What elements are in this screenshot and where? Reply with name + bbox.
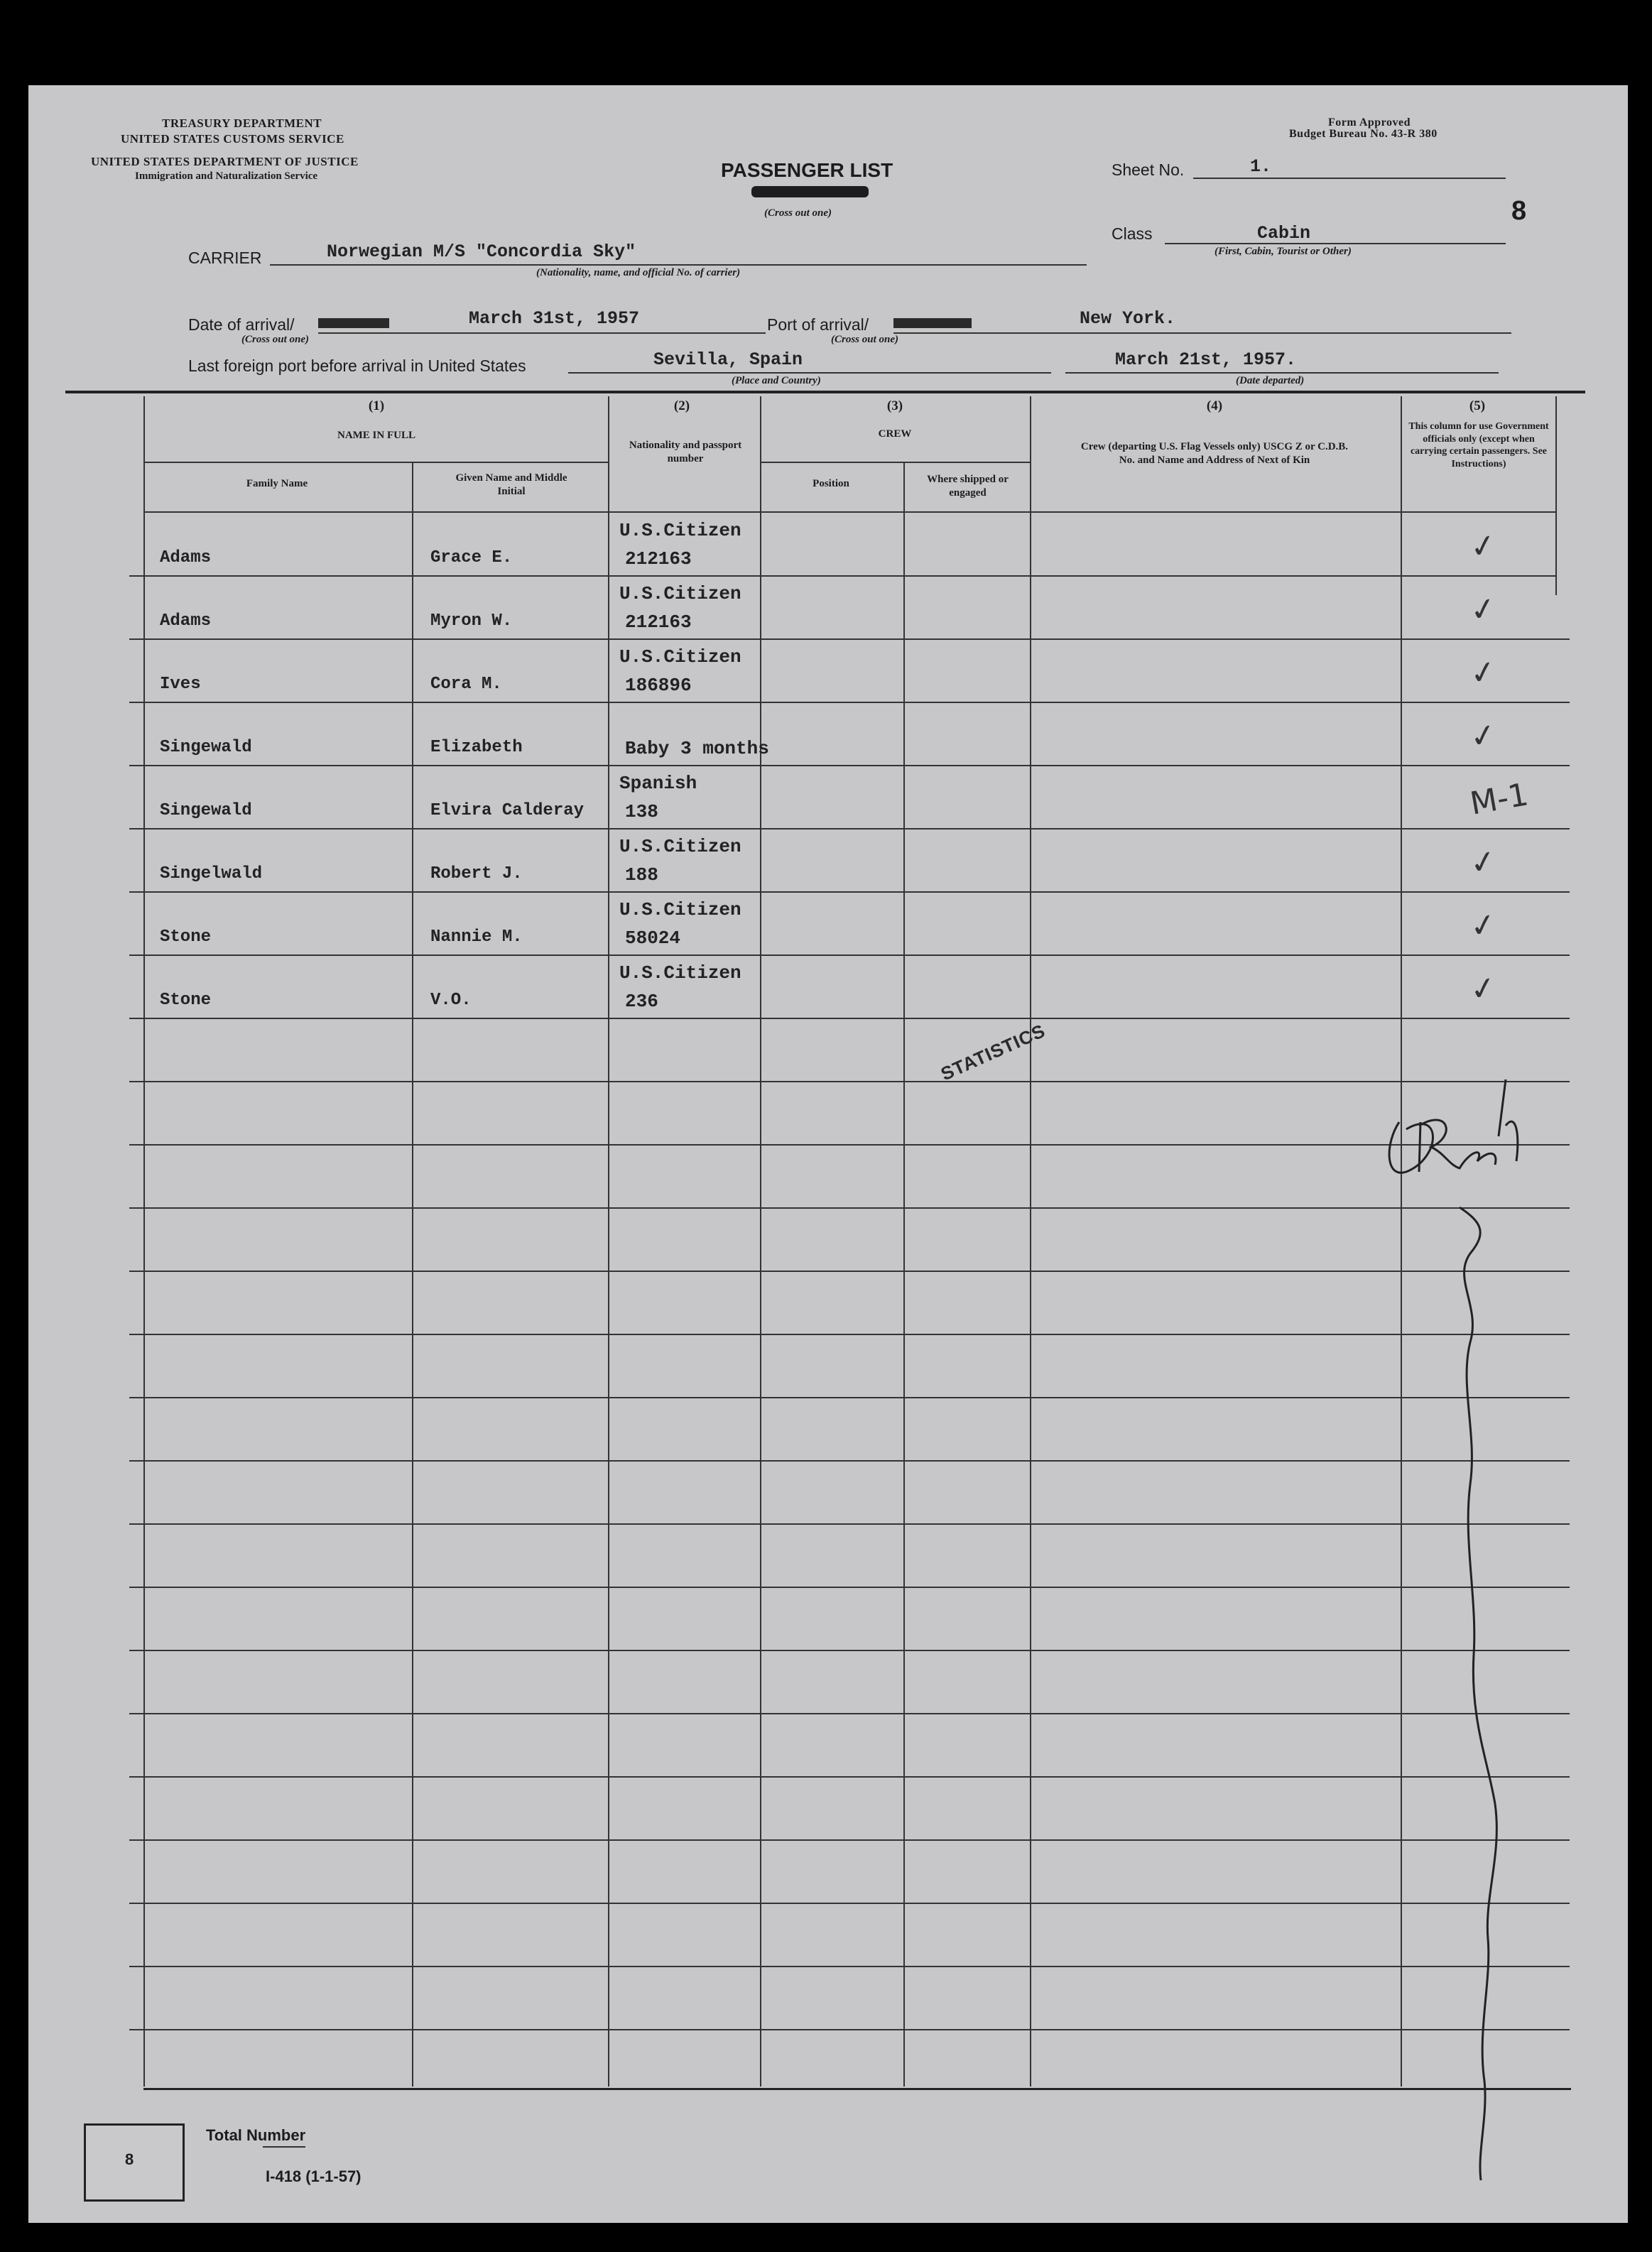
- departed-line: [1065, 372, 1499, 374]
- statistics-stamp: STATISTICS: [938, 1019, 1049, 1085]
- sheet-no-line: [1193, 178, 1506, 179]
- table-row-line: [129, 702, 1570, 703]
- table-row-line: [129, 954, 1570, 956]
- col-divider-given: [412, 462, 413, 2087]
- passport-cell: 212163: [625, 548, 692, 570]
- table-row-line: [129, 1713, 1570, 1714]
- family-name-header: Family Name: [246, 478, 308, 489]
- date-cross-out-note: (Cross out one): [241, 334, 310, 345]
- col1-title: NAME IN FULL: [337, 430, 415, 441]
- table-row-line: [129, 1081, 1570, 1082]
- col1-number: (1): [368, 398, 385, 413]
- passport-cell: 58024: [625, 928, 681, 949]
- table-row-line: [129, 638, 1570, 640]
- date-of-arrival-label: Date of arrival/: [188, 315, 295, 334]
- table-row-line: [129, 1587, 1570, 1588]
- given-name-header: Given Name and Middle Initial: [455, 472, 567, 497]
- family-name-cell: Singewald: [160, 801, 252, 820]
- header-bottom-rule: [143, 511, 1557, 513]
- official-mark-cell: ✓: [1467, 716, 1500, 756]
- official-mark-cell: ✓: [1467, 842, 1500, 883]
- class-value: Cabin: [1257, 223, 1311, 244]
- table-row-line: [129, 1903, 1570, 1904]
- crew-header: CREW: [878, 428, 912, 440]
- passenger-list-sheet: [28, 85, 1628, 2223]
- table-bottom-rule: [143, 2088, 1571, 2090]
- nationality-cell: Spanish: [619, 773, 697, 794]
- given-name-cell: Myron W.: [430, 611, 513, 631]
- corner-number: 8: [1511, 196, 1527, 226]
- customs-label: UNITED STATES CUSTOMS SERVICE: [121, 132, 344, 146]
- class-label: Class: [1112, 224, 1153, 243]
- nationality-header: Nationality and passport number: [629, 440, 742, 464]
- family-name-cell: Adams: [160, 611, 212, 631]
- official-mark-cell: ✓: [1467, 905, 1500, 946]
- table-row-line: [129, 765, 1570, 766]
- last-port-value: Sevilla, Spain: [653, 349, 803, 370]
- col5-number: (5): [1469, 398, 1486, 413]
- form-title: PASSENGER LIST: [721, 159, 893, 181]
- given-name-cell: Nannie M.: [430, 928, 523, 947]
- carrier-note: (Nationality, name, and official No. of carrier): [536, 267, 741, 278]
- departed-value: March 21st, 1957.: [1115, 349, 1297, 370]
- official-mark-cell: ✓: [1467, 969, 1500, 1009]
- last-port-line: [568, 372, 1051, 374]
- justice-label: UNITED STATES DEPARTMENT OF JUSTICE: [91, 155, 359, 168]
- col-divider-crew: [760, 396, 761, 2087]
- col-divider-kin: [1030, 396, 1031, 2087]
- table-row-line: [129, 2029, 1570, 2030]
- table-row-line: [129, 1397, 1570, 1398]
- date-crossed-word: [318, 318, 389, 328]
- table-row-line: [129, 1271, 1570, 1272]
- family-name-cell: Singewald: [160, 738, 252, 757]
- official-signature: [1364, 973, 1577, 2223]
- official-mark-cell: ✓: [1467, 526, 1500, 567]
- name-group-rule: [143, 462, 608, 463]
- given-name-cell: Grace E.: [430, 548, 513, 567]
- port-crossed-word: [893, 318, 972, 328]
- family-name-cell: Adams: [160, 548, 212, 567]
- col2-number: (2): [673, 398, 690, 413]
- passport-cell: 236: [625, 991, 658, 1012]
- table-row-line: [129, 575, 1555, 577]
- next-of-kin-header: Crew (departing U.S. Flag Vessels only) USCG Z or C.D.B. No. and Name and Address of Next of Kin: [1080, 441, 1349, 466]
- nationality-cell: U.S.Citizen: [619, 520, 741, 541]
- family-name-cell: Ives: [160, 675, 201, 694]
- col-divider-shipped: [903, 462, 905, 2087]
- official-mark-cell: M-1: [1467, 776, 1531, 822]
- sheet-no-label: Sheet No.: [1112, 161, 1185, 179]
- port-line: [893, 332, 1511, 334]
- title-cross-out-note: (Cross out one): [764, 207, 832, 219]
- passport-cell: Baby 3 months: [625, 738, 769, 759]
- total-number-label: Total Number: [206, 2126, 306, 2144]
- table-row-line: [129, 1650, 1570, 1651]
- total-underline: [263, 2146, 305, 2148]
- col3-number: (3): [886, 398, 903, 413]
- passport-cell: 138: [625, 801, 658, 822]
- table-row-line: [129, 1523, 1570, 1525]
- family-name-cell: Stone: [160, 991, 212, 1010]
- immigration-label: Immigration and Naturalization Service: [135, 170, 318, 182]
- passport-cell: 186896: [625, 675, 692, 696]
- total-box: [84, 2123, 185, 2202]
- date-line: [318, 332, 766, 334]
- col-divider-nationality: [608, 396, 609, 2087]
- crew-group-rule: [760, 462, 1030, 463]
- passport-cell: 188: [625, 864, 658, 886]
- given-name-cell: V.O.: [430, 991, 472, 1010]
- passport-cell: 212163: [625, 611, 692, 633]
- table-row-line: [129, 891, 1570, 893]
- table-row-line: [129, 1144, 1570, 1146]
- port-of-arrival-label: Port of arrival/: [767, 315, 869, 334]
- nationality-cell: U.S.Citizen: [619, 899, 741, 920]
- nationality-cell: U.S.Citizen: [619, 583, 741, 604]
- given-name-cell: Cora M.: [430, 675, 502, 694]
- carrier-value: Norwegian M/S "Concordia Sky": [327, 241, 636, 262]
- col4-number: (4): [1206, 398, 1223, 413]
- nationality-cell: U.S.Citizen: [619, 962, 741, 984]
- given-name-cell: Robert J.: [430, 864, 523, 883]
- port-of-arrival-value: New York.: [1080, 308, 1176, 329]
- table-row-line: [129, 1207, 1570, 1209]
- table-row-line: [129, 1776, 1570, 1778]
- official-use-header: This column for use Government officials only (except when carrying certain passengers. See Instructions): [1408, 421, 1549, 469]
- date-of-arrival-value: March 31st, 1957: [469, 308, 640, 329]
- carrier-label: CARRIER: [188, 249, 262, 267]
- family-name-cell: Singelwald: [160, 864, 263, 883]
- table-row-line: [129, 1018, 1570, 1019]
- table-row-line: [129, 1839, 1570, 1841]
- table-right-border: [1555, 396, 1557, 595]
- table-left-border: [143, 396, 145, 2087]
- crossed-out-title: [751, 186, 869, 197]
- class-line: [1165, 243, 1506, 244]
- class-note: (First, Cabin, Tourist or Other): [1214, 246, 1352, 257]
- family-name-cell: Stone: [160, 928, 212, 947]
- official-mark-cell: ✓: [1467, 653, 1500, 693]
- treasury-label: TREASURY DEPARTMENT: [162, 116, 322, 130]
- table-row-line: [129, 1460, 1570, 1462]
- position-header: Position: [813, 478, 849, 489]
- form-number: I-418 (1-1-57): [266, 2167, 362, 2185]
- nationality-cell: U.S.Citizen: [619, 836, 741, 857]
- last-port-note: (Place and Country): [732, 375, 821, 386]
- budget-bureau: Budget Bureau No. 43-R 380: [1289, 128, 1438, 140]
- total-box-value: 8: [125, 2150, 134, 2168]
- table-row-line: [129, 1966, 1570, 1967]
- sheet-no-value: 1.: [1250, 156, 1272, 177]
- table-row-line: [129, 828, 1570, 829]
- port-cross-out-note: (Cross out one): [831, 334, 899, 345]
- table-top-rule: [65, 391, 1585, 393]
- given-name-cell: Elvira Calderay: [430, 801, 585, 820]
- given-name-cell: Elizabeth: [430, 738, 523, 757]
- shipped-header: Where shipped or engaged: [927, 474, 1009, 499]
- form-approved: Form Approved: [1328, 116, 1411, 129]
- last-port-label: Last foreign port before arrival in United States: [188, 357, 526, 375]
- official-mark-cell: ✓: [1467, 589, 1500, 630]
- carrier-line: [270, 264, 1087, 266]
- table-row-line: [129, 1334, 1570, 1335]
- departed-note: (Date departed): [1236, 375, 1305, 386]
- nationality-cell: U.S.Citizen: [619, 646, 741, 668]
